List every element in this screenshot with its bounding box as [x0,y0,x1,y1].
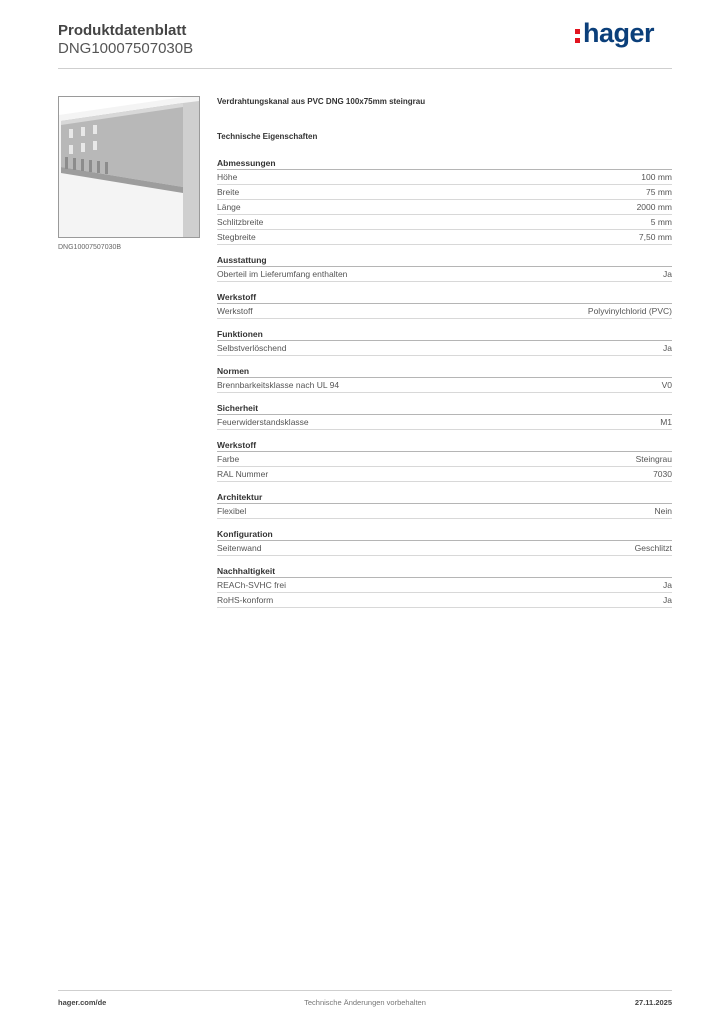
section-title: Konfiguration [217,528,672,541]
section-title: Normen [217,365,672,378]
section-title: Ausstattung [217,254,672,267]
logo-text: hager [582,18,654,48]
property-label: Breite [217,187,240,197]
section-title: Werkstoff [217,291,672,304]
property-value: 2000 mm [636,202,672,212]
property-row [217,304,672,319]
property-value: Ja [663,580,672,590]
footer-notice: Technische Änderungen vorbehalten [304,998,426,1007]
property-label: Schlitzbreite [217,217,264,227]
property-value: Polyvinylchlorid (PVC) [587,306,672,316]
property-row [217,170,672,185]
property-value: 75 mm [646,187,672,197]
property-label: RoHS-konform [217,595,274,605]
cable-duct-icon [59,97,199,237]
property-row [217,378,672,393]
product-name: Verdrahtungskanal aus PVC DNG 100x75mm steingrau [217,97,426,106]
property-section [217,565,672,608]
page-footer [58,998,672,1010]
footer-website-link[interactable]: hager.com/de [58,998,107,1007]
property-value: Steingrau [635,454,672,464]
footer-divider [58,990,672,991]
hager-logo[interactable] [575,18,654,49]
property-value: Nein [654,506,672,516]
property-row [217,578,672,593]
property-row [217,341,672,356]
property-value: 5 mm [650,217,672,227]
property-label: Länge [217,202,241,212]
product-code: DNG10007507030B [58,40,194,57]
property-value: 7030 [653,469,672,479]
header-divider [58,68,672,69]
property-value: 100 mm [641,172,672,182]
section-title: Werkstoff [217,439,672,452]
property-section [217,365,672,393]
section-title: Sicherheit [217,402,672,415]
property-label: Flexibel [217,506,247,516]
property-row [217,415,672,430]
footer-date: 27.11.2025 [634,998,672,1007]
technical-properties-heading: Technische Eigenschaften [217,132,318,141]
cable-duct-image [58,96,200,238]
property-section [217,254,672,282]
property-value: Ja [663,595,672,605]
section-title: Nachhaltigkeit [217,565,672,578]
property-label: Farbe [217,454,240,464]
section-title: Architektur [217,491,672,504]
property-label: Oberteil im Lieferumfang enthalten [217,269,348,279]
property-row [217,593,672,608]
property-label: Selbstverlöschend [217,343,287,353]
property-section [217,328,672,356]
property-value: Ja [663,269,672,279]
section-title: Abmessungen [217,157,672,170]
property-row [217,267,672,282]
property-row [217,200,672,215]
property-section [217,291,672,319]
property-label: RAL Nummer [217,469,269,479]
page-header [58,18,672,70]
property-section [217,491,672,519]
property-label: Seitenwand [217,543,262,553]
property-row [217,504,672,519]
property-label: Feuerwiderstandsklasse [217,417,309,427]
property-value: V0 [661,380,672,390]
logo-dots-icon [575,29,580,43]
document-title: Produktdatenblatt [58,22,187,39]
property-section [217,157,672,245]
property-label: Stegbreite [217,232,256,242]
property-label: Werkstoff [217,306,253,316]
property-value: 7,50 mm [638,232,672,242]
product-details [217,96,672,617]
property-section [217,528,672,556]
section-title: Funktionen [217,328,672,341]
property-row [217,215,672,230]
property-row [217,452,672,467]
property-value: Geschlitzt [634,543,672,553]
property-label: REACh-SVHC frei [217,580,286,590]
properties-list [217,157,672,608]
property-section [217,439,672,482]
property-section [217,402,672,430]
property-row [217,541,672,556]
property-value: M1 [660,417,672,427]
property-row [217,185,672,200]
property-label: Höhe [217,172,238,182]
property-row [217,467,672,482]
property-value: Ja [663,343,672,353]
image-caption: DNG10007507030B [58,244,122,251]
property-row [217,230,672,245]
property-label: Brennbarkeitsklasse nach UL 94 [217,380,340,390]
